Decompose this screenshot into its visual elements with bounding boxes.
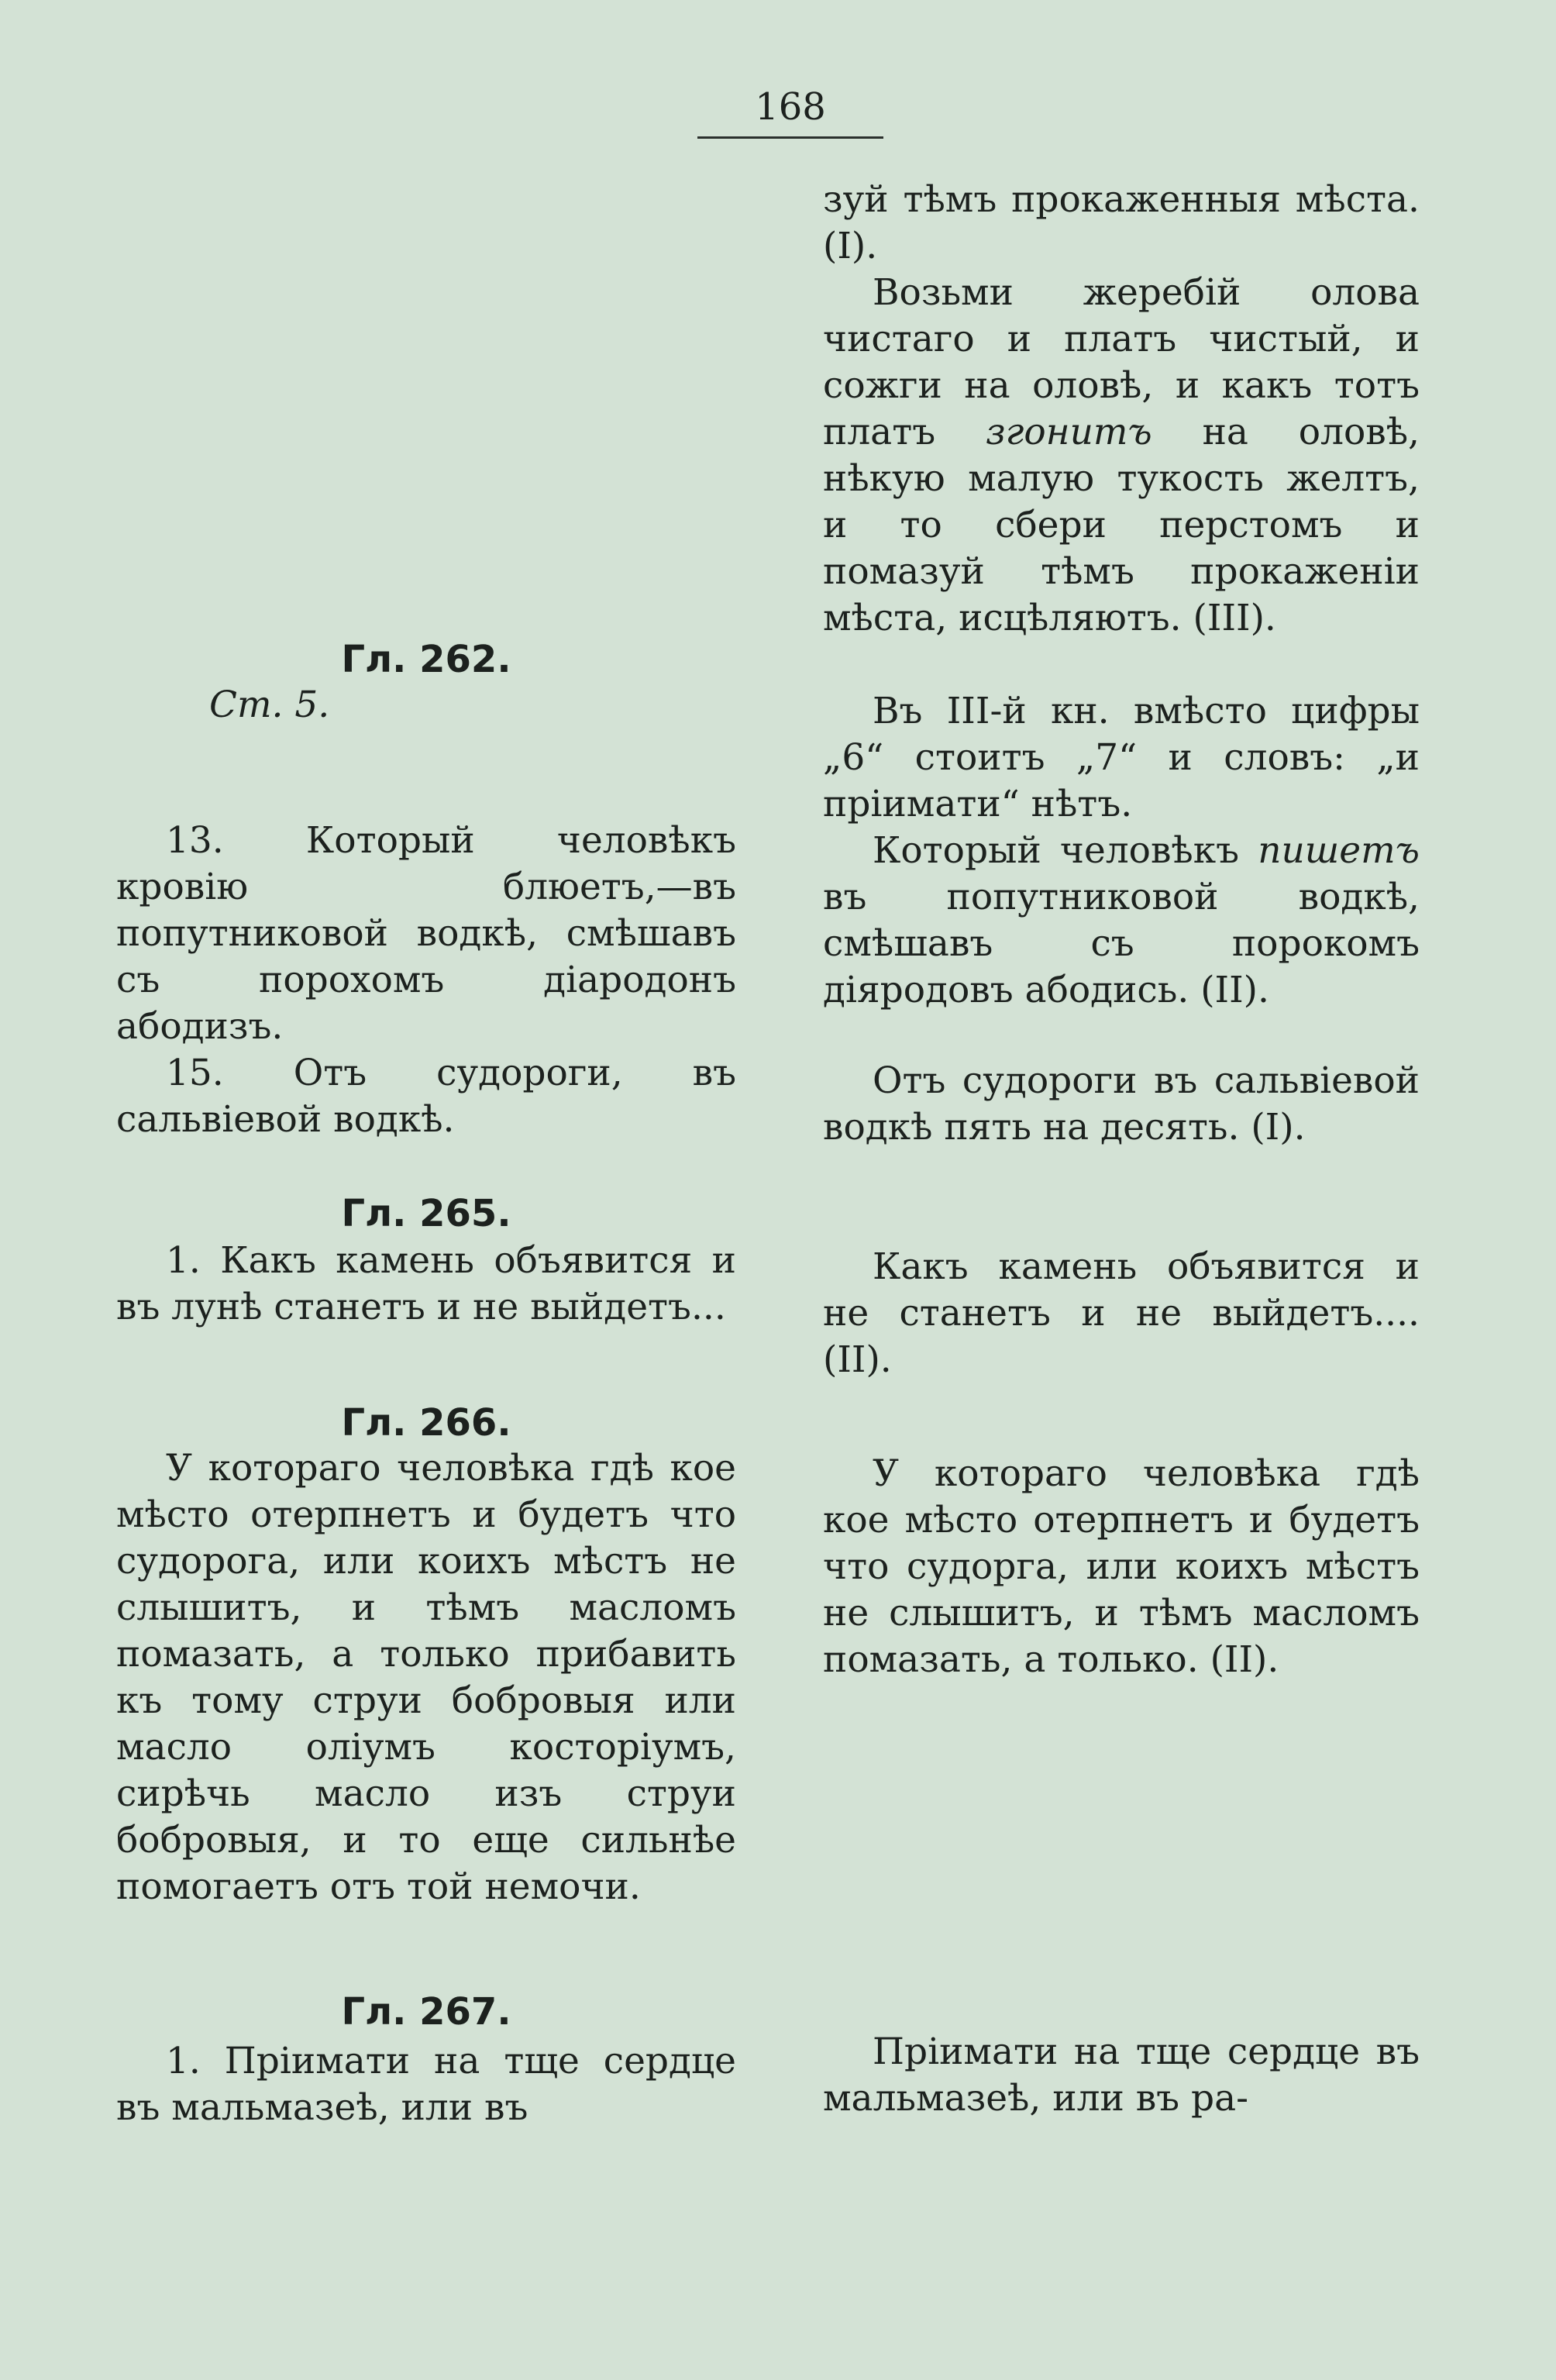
who-text-a: Который человѣкъ (873, 829, 1240, 872)
who-italic-word: пишетъ (1258, 829, 1420, 872)
right-column (823, 0, 1420, 2380)
paragraph-right-note: Въ III-й кн. вмѣсто цифры „6“ стоитъ „7“ и словъ: „и пріимати“ нѣтъ. (823, 690, 1420, 825)
verse-ref: Ст. 5. (209, 684, 330, 726)
paragraph-right-spasm: Отъ судороги въ сальвіевой водкѣ пять на десять. (I). (823, 1059, 1420, 1149)
heading-ch262: Гл. 262. (341, 638, 511, 681)
paragraph-right-person: У котораго человѣка гдѣ кое мѣсто отерпнетъ и будетъ что судорга, или коихъ мѣстъ не слышитъ, и тѣмъ масломъ помазать, а только. (II). (823, 1452, 1420, 1681)
paragraph-right-who (823, 828, 1420, 1014)
paragraph-right-last: Пріимати на тще сердце въ мальмазеѣ, или въ ра- (823, 2030, 1420, 2120)
paragraph-ch266: У котораго человѣка гдѣ кое мѣсто отерпнетъ и будетъ что судорога, или коихъ мѣстъ не слышитъ, и тѣмъ масломъ помазать, а только прибавить къ тому струи бобровыя или масло оліумъ косторіумъ, сирѣчь масло изъ струи бобровыя, и то еще сильнѣе помогаетъ отъ той немочи. (116, 1447, 736, 1908)
paragraph-right-lead (823, 270, 1420, 642)
left-column (116, 0, 736, 2380)
lead-italic-word: згонитъ (985, 411, 1152, 453)
page-number: 168 (755, 85, 826, 129)
paragraph-ch262-13: 13. Который человѣкъ кровію блюетъ,—въ попутниковой водкѣ, смѣшавъ съ порохомъ діародонъ абодизъ. (116, 819, 736, 1048)
paragraph-right-stone: Какъ камень объявится и не станетъ и не выйдетъ.... (II). (823, 1245, 1420, 1381)
lead-text-a: Возьми жеребій олова чистаго и платъ чистый, и сожги на оловѣ, и какъ тотъ платъ (823, 271, 1420, 453)
paragraph-ch265-1: 1. Какъ камень объявится и въ лунѣ станетъ и не выйдетъ... (116, 1239, 736, 1328)
paragraph-ch267-1: 1. Пріимати на тще сердце въ мальмазеѣ, или въ (116, 2040, 736, 2129)
heading-ch267: Гл. 267. (341, 1990, 511, 2034)
heading-ch266: Гл. 266. (341, 1401, 511, 1445)
heading-ch265: Гл. 265. (341, 1192, 511, 1235)
paragraph-right-top: зуй тѣмъ прокаженныя мѣста. (I). (823, 178, 1420, 267)
lead-text-b: на оловѣ, нѣкую малую тукость желтъ, и то сбери перстомъ и помазуй тѣмъ прокаженіи мѣста, исцѣляютъ. (III). (823, 411, 1420, 639)
paragraph-ch262-15: 15. Отъ судороги, въ сальвіевой водкѣ. (116, 1052, 736, 1141)
who-text-b: въ попутниковой водкѣ, смѣшавъ съ порокомъ діяродовъ абодись. (II). (823, 876, 1420, 1011)
